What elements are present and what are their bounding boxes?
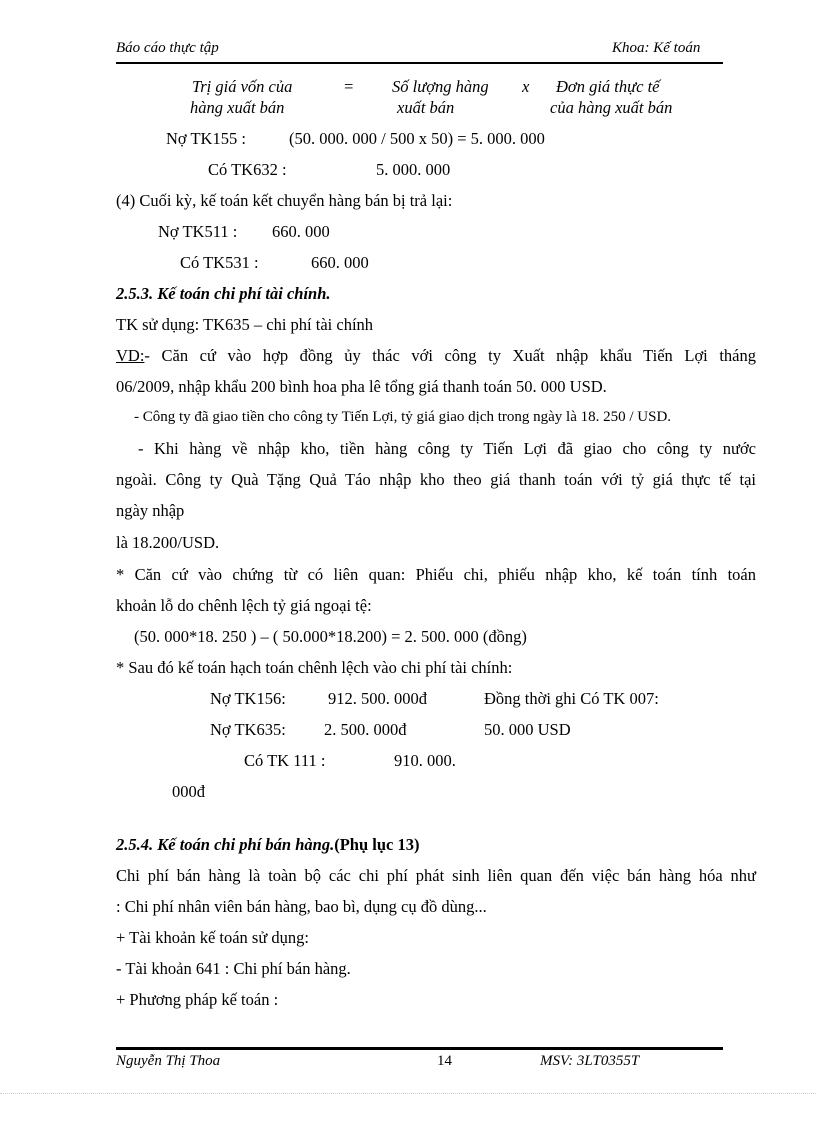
vd-line1-text: - Căn cứ vào hợp đồng ủy thác với công ty Xuất nhập khẩu Tiến Lợi tháng: [144, 346, 756, 365]
entry-no-tk635: Nợ TK635:: [210, 720, 286, 739]
entry-co-tk632: Có TK632 :: [208, 160, 287, 179]
entry-co-tk111: Có TK 111 :: [244, 751, 326, 770]
entry-no-tk511: Nợ TK511 :: [158, 222, 238, 241]
footer-msv: MSV: 3LT0355T: [540, 1053, 640, 1069]
entry-co-tk632-value: 5. 000. 000: [376, 160, 451, 179]
entry-usd-value: 50. 000 USD: [484, 720, 571, 739]
formula-term1-line2: hàng xuất bán: [190, 98, 285, 117]
header-right: Khoa: Kế toán: [612, 40, 701, 56]
section-254-para-line2: : Chi phí nhân viên bán hàng, bao bì, dụng cụ đồ dùng...: [116, 897, 487, 916]
calc-line: (50. 000*18. 250 ) – ( 50.000*18.200) = 2. 500. 000 (đồng): [134, 627, 527, 646]
vd-line2: 06/2009, nhập khẩu 200 bình hoa pha lê tổng giá thanh toán 50. 000 USD.: [116, 377, 607, 396]
entry-co-tk531: Có TK531 :: [180, 253, 259, 272]
section-254-heading-suffix: (Phụ lục 13): [334, 835, 420, 854]
entry-co-tk531-value: 660. 000: [311, 253, 369, 272]
footer-rule: [116, 1047, 723, 1050]
vd-line1: [116, 346, 756, 366]
entry-no-tk635-value: 2. 500. 000đ: [324, 720, 407, 739]
section-253-heading: 2.5.3. Kế toán chi phí tài chính.: [116, 284, 331, 303]
section-254-item3: + Phương pháp kế toán :: [116, 990, 279, 1009]
vd-label: VD:: [116, 346, 145, 365]
section-254-item2: - Tài khoản 641 : Chi phí bán hàng.: [116, 959, 351, 978]
bullet2-line2: ngoài. Công ty Quà Tặng Quả Táo nhập kho theo giá thanh toán với tỷ giá thực tế tại: [116, 470, 756, 489]
formula-times: x: [522, 77, 530, 96]
header-left: Báo cáo thực tập: [116, 40, 219, 56]
formula-equals: =: [343, 77, 355, 96]
page-bottom-border: [0, 1093, 816, 1094]
footer-author: Nguyễn Thị Thoa: [116, 1053, 221, 1069]
entry-no-tk156: Nợ TK156:: [210, 689, 286, 708]
entry-no-tk156-value: 912. 500. 000đ: [328, 689, 427, 708]
star1-line1: * Căn cứ vào chứng từ có liên quan: Phiếu chi, phiếu nhập kho, kế toán tính toán: [116, 565, 756, 584]
formula-term2-line2: xuất bán: [397, 98, 455, 117]
bullet2-line1: - Khi hàng về nhập kho, tiền hàng công ty Tiến Lợi đã giao cho công ty nước: [138, 439, 756, 458]
bullet2-line3: ngày nhập: [116, 501, 185, 520]
section-254-heading: 2.5.4. Kế toán chi phí bán hàng.: [116, 835, 335, 854]
entry-co-tk111-cont: 000đ: [172, 782, 205, 801]
formula-term2-line1: Số lượng hàng: [392, 77, 489, 96]
entry-no-tk155: Nợ TK155 :: [166, 129, 246, 148]
star2: * Sau đó kế toán hạch toán chênh lệch vào chi phí tài chính:: [116, 658, 513, 677]
star1-line2: khoản lỗ do chênh lệch tỷ giá ngoại tệ:: [116, 596, 372, 615]
entry-dong-thoi: Đồng thời ghi Có TK 007:: [484, 689, 659, 708]
section-254-para-line1: Chi phí bán hàng là toàn bộ các chi phí phát sinh liên quan đến việc bán hàng hóa như: [116, 866, 756, 885]
formula-term1-line1: Trị giá vốn của: [192, 77, 293, 96]
entry-co-tk111-value: 910. 000.: [394, 751, 456, 770]
entry-no-tk511-value: 660. 000: [272, 222, 330, 241]
formula-term3-line2: của hàng xuất bán: [550, 98, 673, 117]
section-254-item1: + Tài khoản kế toán sử dụng:: [116, 928, 309, 947]
step4-text: (4) Cuối kỳ, kế toán kết chuyển hàng bán bị trả lại:: [116, 191, 453, 210]
footer-page-number: 14: [437, 1053, 452, 1069]
formula-term3-line1: Đơn giá thực tế: [556, 77, 660, 96]
entry-no-tk155-calc: (50. 000. 000 / 500 x 50) = 5. 000. 000: [289, 129, 545, 148]
header-rule: [116, 62, 723, 64]
section-253-tk-used: TK sử dụng: TK635 – chi phí tài chính: [116, 315, 374, 334]
section-254-heading-line: [116, 835, 419, 855]
bullet1: - Công ty đã giao tiền cho công ty Tiến Lợi, tỷ giá giao dịch trong ngày là 18. 250 / USD.: [134, 409, 672, 425]
bullet2-line4: là 18.200/USD.: [116, 533, 220, 552]
